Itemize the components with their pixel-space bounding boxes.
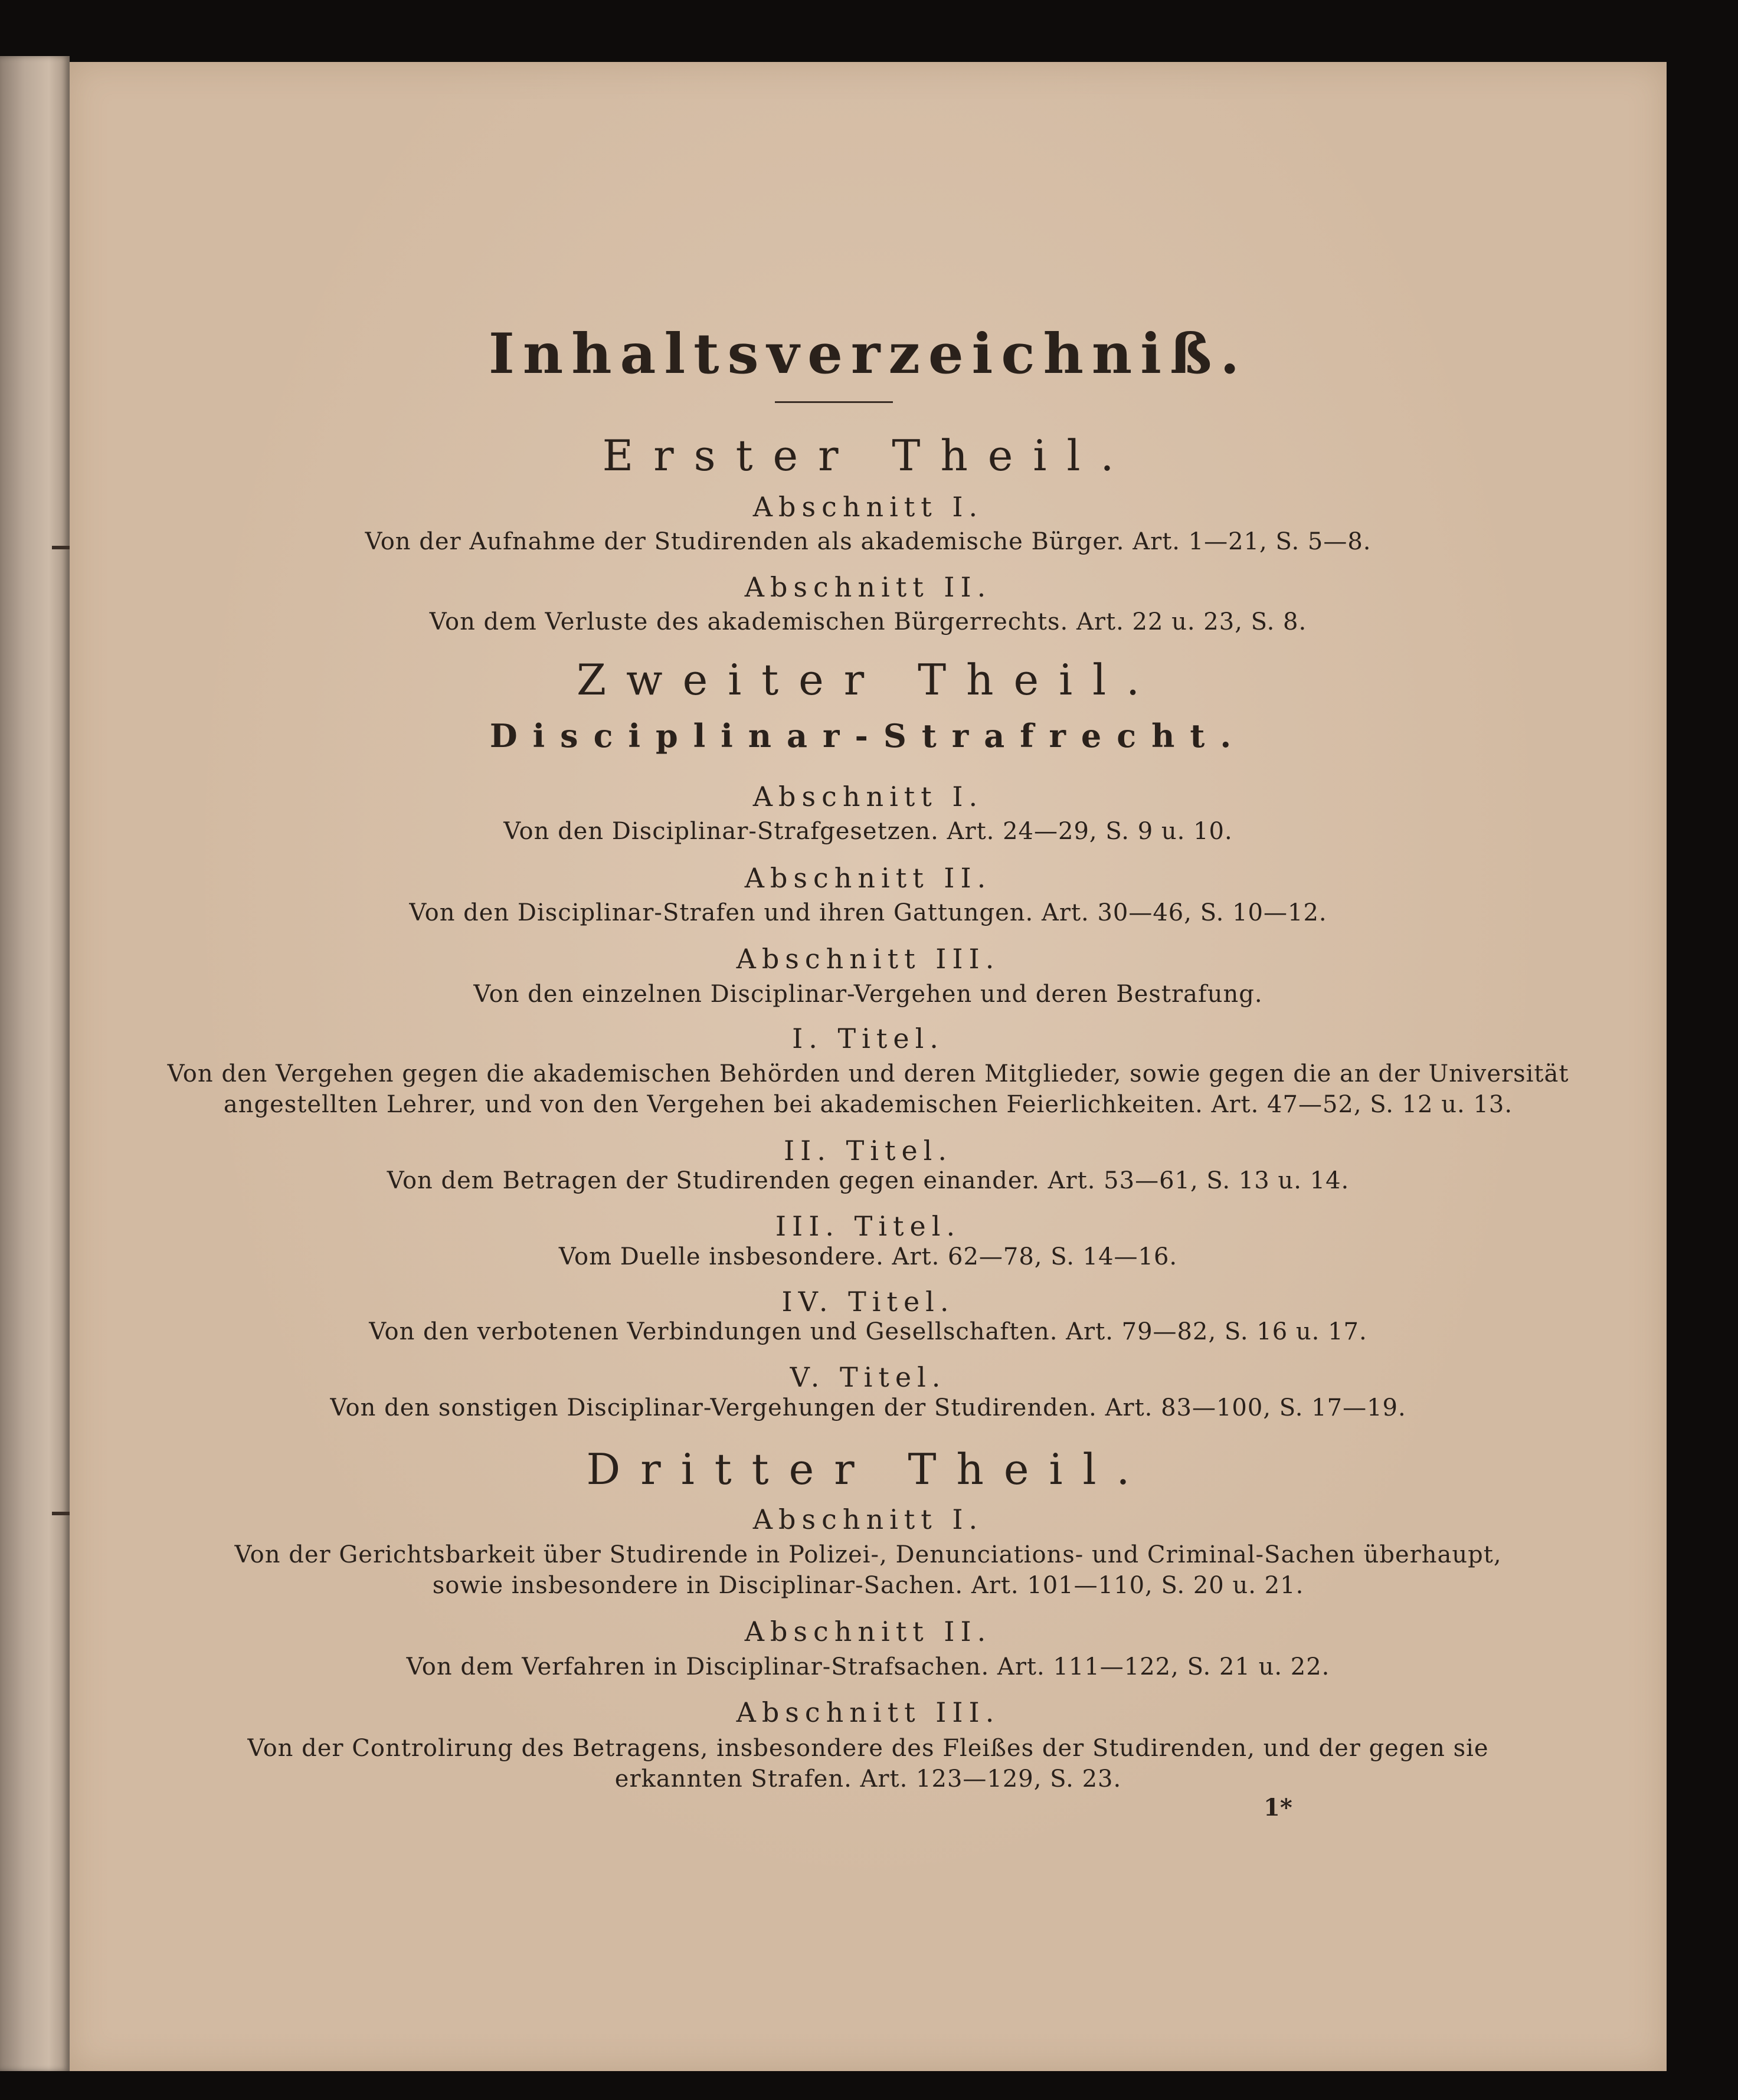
section-entry: Von den Disciplinar-Strafgesetzen. Art. 24—29, S. 9 u. 10. xyxy=(503,818,1233,845)
section-label: Abschnitt II. xyxy=(744,571,992,603)
page-title: Inhaltsverzeichniß. xyxy=(488,322,1248,386)
section-entry: Von den Disciplinar-Strafen und ihren Gattungen. Art. 30—46, S. 10—12. xyxy=(409,899,1327,926)
part-heading-1: Erster Theil. xyxy=(602,431,1134,480)
section-entry: Von der Controlirung des Betragens, insbesondere des Fleißes der Studirenden, und der gegen sie xyxy=(247,1735,1489,1762)
section-label: Abschnitt I. xyxy=(752,781,984,813)
section-label: Abschnitt II. xyxy=(744,1616,992,1647)
section-entry-continued: erkannten Strafen. Art. 123—129, S. 23. xyxy=(614,1765,1122,1793)
section-entry: Von den Vergehen gegen die akademischen Behörden und deren Mitglieder, sowie gegen die an der Universität xyxy=(167,1060,1569,1087)
section-entry: Von dem Verluste des akademischen Bürgerrechts. Art. 22 u. 23, S. 8. xyxy=(429,608,1307,635)
section-entry-continued: sowie insbesondere in Disciplinar-Sachen. Art. 101—110, S. 20 u. 21. xyxy=(432,1572,1304,1599)
part-subheading: Disciplinar-Strafrecht. xyxy=(489,717,1247,755)
section-entry: Von der Aufnahme der Studirenden als akademische Bürger. Art. 1—21, S. 5—8. xyxy=(365,528,1372,555)
part-heading-2: Zweiter Theil. xyxy=(576,655,1160,705)
section-entry: Von den verbotenen Verbindungen und Gesellschaften. Art. 79—82, S. 16 u. 17. xyxy=(369,1318,1367,1345)
page-signature: 1* xyxy=(1264,1794,1292,1821)
title-label: I. Titel. xyxy=(792,1023,944,1054)
section-entry: Von der Gerichtsbarkeit über Studirende in Polizei-, Denunciations- und Criminal-Sachen überhaupt, xyxy=(234,1541,1502,1568)
section-entry: Vom Duelle insbesondere. Art. 62—78, S. 14—16. xyxy=(558,1243,1178,1270)
section-label: Abschnitt I. xyxy=(752,491,984,523)
title-label: V. Titel. xyxy=(790,1361,947,1393)
left-page-edge xyxy=(0,56,70,2071)
title-divider xyxy=(775,401,893,403)
section-label: Abschnitt III. xyxy=(736,943,1000,975)
section-entry: Von den sonstigen Disciplinar-Vergehungen der Studirenden. Art. 83—100, S. 17—19. xyxy=(330,1394,1406,1421)
section-label: Abschnitt III. xyxy=(736,1696,1000,1728)
section-entry: Von dem Betragen der Studirenden gegen einander. Art. 53—61, S. 13 u. 14. xyxy=(387,1167,1350,1194)
title-label: II. Titel. xyxy=(783,1135,953,1167)
section-label: Abschnitt II. xyxy=(744,862,992,894)
title-label: III. Titel. xyxy=(775,1210,961,1242)
section-entry: Von dem Verfahren in Disciplinar-Strafsachen. Art. 111—122, S. 21 u. 22. xyxy=(406,1653,1330,1680)
section-entry: Von den einzelnen Disciplinar-Vergehen und deren Bestrafung. xyxy=(473,981,1263,1008)
table-of-contents xyxy=(70,62,1667,2071)
book-page xyxy=(70,62,1667,2071)
part-heading-3: Dritter Theil. xyxy=(586,1444,1150,1494)
section-label: Abschnitt I. xyxy=(752,1503,984,1535)
title-label: IV. Titel. xyxy=(781,1286,955,1318)
section-entry-continued: angestellten Lehrer, und von den Vergehen bei akademischen Feierlichkeiten. Art. 47—52, S. 12 u. 13. xyxy=(223,1091,1513,1118)
